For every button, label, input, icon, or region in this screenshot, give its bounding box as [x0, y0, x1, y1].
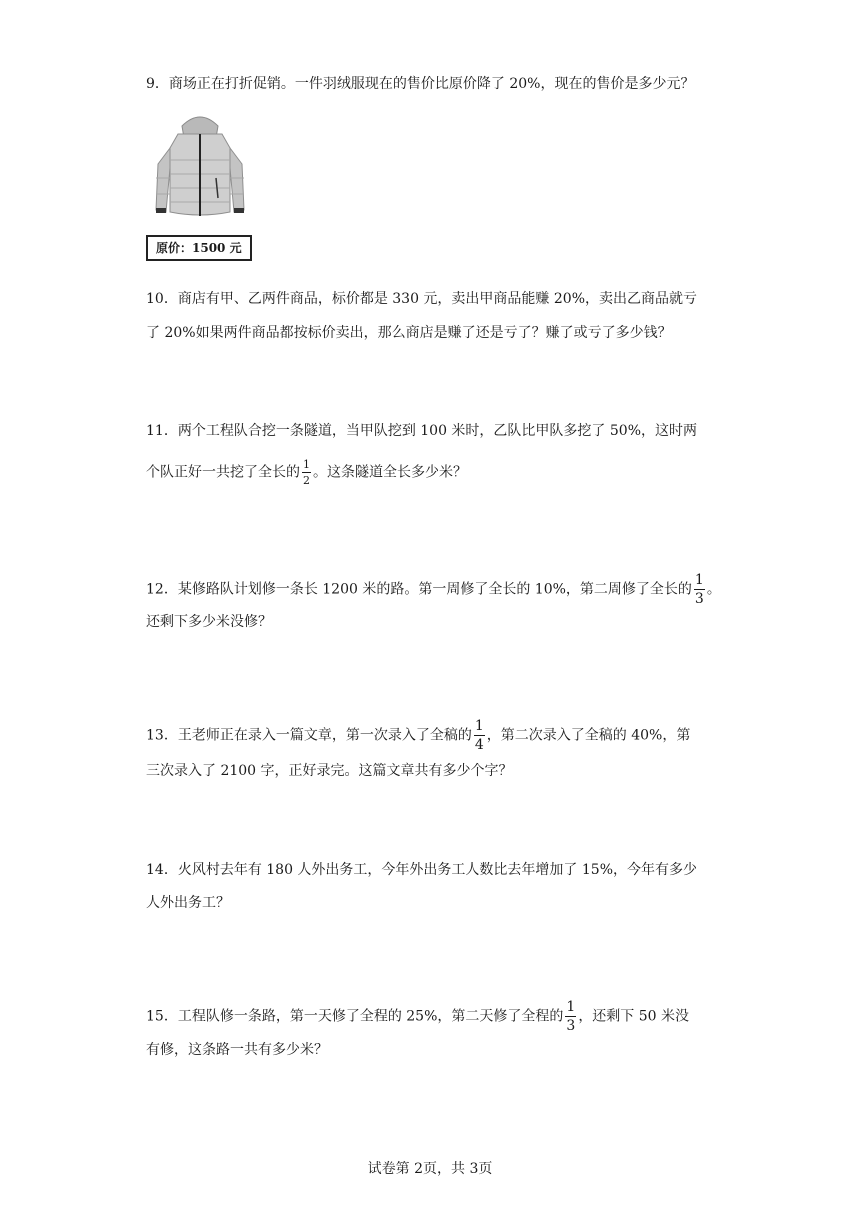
- fraction-numerator: 1: [303, 458, 310, 471]
- fraction-one-third: [694, 573, 705, 606]
- fraction-denominator: 3: [694, 591, 704, 607]
- fraction-denominator: 3: [566, 1018, 576, 1034]
- question-11-line-1: 11．两个工程队合挖一条隧道，当甲队挖到 100 米时，乙队比甲队多挖了 50%，这时两: [146, 423, 698, 439]
- question-13-text-after-fraction: ，第二次录入了全稿的 40%，第: [486, 727, 691, 744]
- question-12-line-1: [146, 573, 721, 606]
- down-jacket-image: [152, 108, 248, 228]
- question-12-text-before-fraction: 12．某修路队计划修一条长 1200 米的路。第一周修了全长的 10%，第二周修了全长的: [146, 581, 692, 598]
- fraction-numerator: 1: [566, 999, 576, 1015]
- question-14-line-2: 人外出务工？: [146, 895, 230, 911]
- fraction-one-third: [565, 1000, 576, 1033]
- question-13-text-before-fraction: 13．王老师正在录入一篇文章，第一次录入了全稿的: [146, 727, 472, 744]
- question-15-line-1: [146, 1000, 689, 1033]
- question-11-line-2: [146, 459, 467, 486]
- fraction-numerator: 1: [694, 572, 704, 588]
- question-15-text-after-fraction: ，还剩下 50 米没: [578, 1008, 690, 1025]
- question-11-text-before-fraction: 个队正好一共挖了全长的: [146, 464, 300, 481]
- fraction-numerator: 1: [474, 718, 484, 734]
- fraction-denominator: 4: [474, 737, 484, 753]
- page-footer: 试卷第 2页，共 3页: [367, 1161, 493, 1177]
- question-13-line-2: 三次录入了 2100 字，正好录完。这篇文章共有多少个字？: [146, 763, 513, 779]
- question-9-text: 9．商场正在打折促销。一件羽绒服现在的售价比原价降了 20%，现在的售价是多少元？: [146, 76, 695, 92]
- original-price-label: 原价：1500 元: [146, 235, 252, 261]
- question-12-line-2: 还剩下多少米没修？: [146, 614, 272, 630]
- fraction-one-half: [302, 459, 311, 486]
- question-15-text-before-fraction: 15．工程队修一条路，第一天修了全程的 25%，第二天修了全程的: [146, 1008, 564, 1025]
- fraction-denominator: 2: [303, 474, 310, 487]
- question-14-line-1: 14．火风村去年有 180 人外出务工，今年外出务工人数比去年增加了 15%，今年有多少: [146, 862, 698, 878]
- question-13-line-1: [146, 719, 690, 752]
- question-12-text-after-fraction: 。: [706, 581, 721, 598]
- question-10-line-2: 了 20%如果两件商品都按标价卖出，那么商店是赚了还是亏了？赚了或亏了多少钱？: [146, 325, 672, 341]
- fraction-one-quarter: [474, 719, 485, 752]
- question-10-line-1: 10．商店有甲、乙两件商品，标价都是 330 元，卖出甲商品能赚 20%，卖出乙商品就亏: [146, 291, 698, 307]
- question-15-line-2: 有修，这条路一共有多少米？: [146, 1042, 328, 1058]
- question-11-text-after-fraction: 。这条隧道全长多少米？: [313, 464, 467, 481]
